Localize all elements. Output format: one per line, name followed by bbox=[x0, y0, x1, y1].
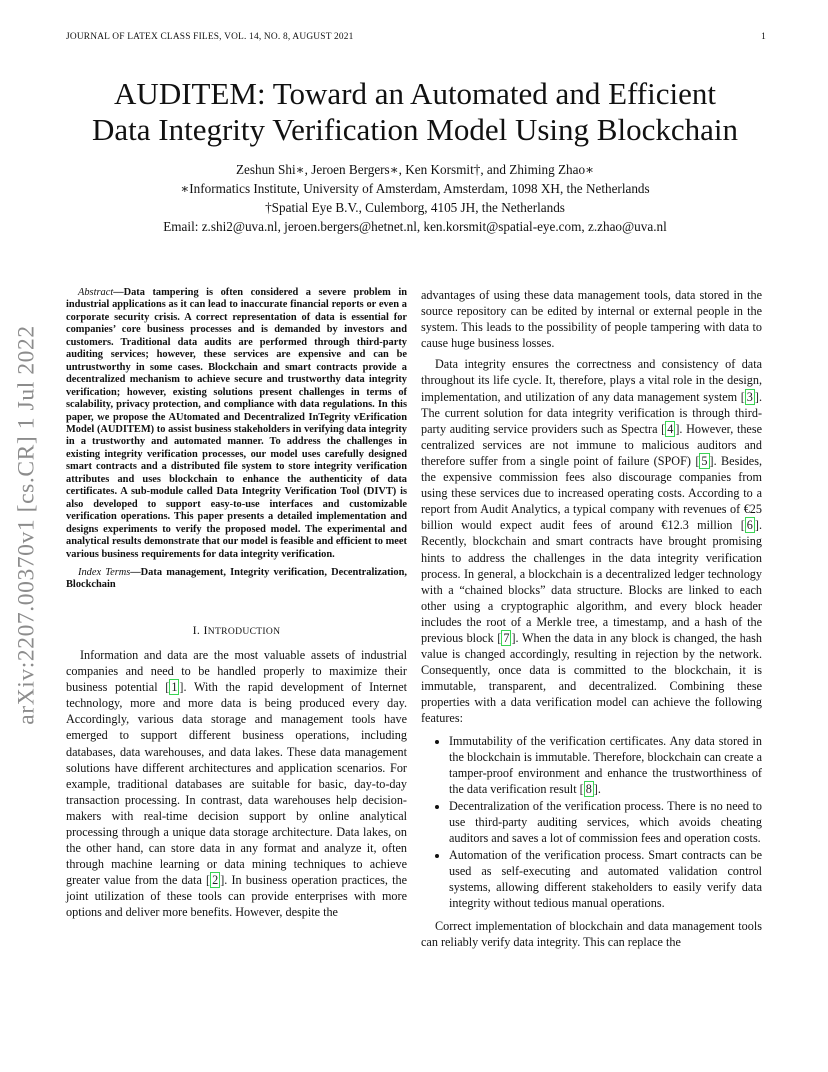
index-terms-text: —Data management, Integrity verification, Decentralization, Blockchain bbox=[66, 566, 407, 591]
author-block bbox=[40, 160, 790, 236]
author-names: Zeshun Shi∗, Jeroen Bergers∗, Ken Korsmit†, and Zhiming Zhao∗ bbox=[235, 162, 595, 177]
intro-paragraph-2: Data integrity ensures the correctness and consistency of data throughout its life cycle. It, therefore, plays a vital role in the design, implementation, and utilization of any data management system [ 3 ] . The current solution for data integrity verification is through third-party auditing service providers such as Spectra [ 4 ] . However, these centralized services are not immune to malicious auditors and therefore suffer from a single point of failure (SPOF) [ 5 ] . Besides, the expensive commission fees also discourage companies from using these services due to increased operating costs. According to a report from Audit Analytics, a typical company with revenues of €25 billion would expect audit fees of around €12.3 million [ 6 ] . Recently, blockchain and smart contracts have brought promising hints to address the challenges in the data integrity verification process. In general, a blockchain is a decentralized ledger technology with a “chained blocks” data structure. Blocks are linked to each other using a cryptographic algorithm, and every block header includes the root of a Merkle tree, a timestamp, and a hash of the previous block [ 7 ] . When the data in any block is changed, the hash value is changed accordingly, resulting in rejection by the network. Consequently, once data is committed to the blockchain, it is immutable, transparent, and decentralized. Combining these properties with a data verification model can achieve the following features: bbox=[421, 356, 762, 726]
index-terms-label: Index Terms bbox=[78, 566, 131, 578]
abstract-label: Abstract bbox=[78, 287, 114, 298]
feature-item-automation: • Automation of the verification process. Smart contracts can be used as self-executing and automated validation control systems, allowing different stakeholders to easily verify data integrity without tedious manual operations. bbox=[449, 847, 762, 911]
citation-link[interactable]: [ 2 ] bbox=[206, 872, 224, 888]
arxiv-stamp-text: arXiv:2207.00370v1 [cs.CR] 1 Jul 2022 bbox=[13, 325, 40, 725]
citation-link[interactable]: [ 6 ] bbox=[741, 517, 759, 533]
citation-link[interactable]: [ 3 ] bbox=[741, 389, 759, 405]
citation-link[interactable]: [ 5 ] bbox=[695, 453, 713, 469]
intro-paragraph-continued: advantages of using these data management tools, data stored in the source repository can be edited by internal or external people in the system. This leads to the possibility of people tampering with data to cause huge business losses. bbox=[421, 288, 762, 351]
index-terms bbox=[66, 567, 407, 592]
intro-paragraph-1: Information and data are the most valuable assets of industrial companies and need to be handled properly to maximize their business potential [ 1 ] . With the rapid development of Internet technology, more and more data is being produced every day. Accordingly, various data storage and management tools have emerged to support different business operations, including databases, data warehouses, and data lakes. These data management solutions have different architectures and application scenarios. For example, traditional databases are suitable for basic, day-to-day transaction processing. In contrast, data warehouses help decision-makers with real-time decision support by online analytical processing through a unique data storage architecture. Data lakes, on the other hand, can store data in any format and analyze it, often through machine learning or data mining techniques to achieve greater value from the data [ 2 ] . In business operation practices, the joint utilization of these tools can provide enterprises with more options and deliver more benefits. However, despite the bbox=[66, 647, 407, 921]
author-emails: Email: z.shi2@uva.nl, jeroen.bergers@hetnet.nl, ken.korsmit@spatial-eye.com, z.zhao@uva.nl bbox=[163, 219, 667, 234]
affiliation-2: †Spatial Eye B.V., Culemborg, 4105 JH, the Netherlands bbox=[265, 200, 565, 215]
abstract-text: —Data tampering is often considered a severe problem in industrial applications as it can lead to inaccurate financial reports or even a corporate security crisis. A correct representation of data is essential for companies’ core business processes and is demanded by investors and customers. Traditional data audits are performed through third-party auditing services; however, these services are expensive and can be untrustworthy in some cases. Blockchain and smart contracts provide a decentralized mechanism to achieve secure and trustworthy data integrity verification; however, existing solutions present challenges in terms of scalability, privacy protection, and compliance with data regulations. In this paper, we propose the AUtomated and Decentralized InTegrity vErification Model (AUDITEM) to assist business stakeholders in verifying data integrity in a trustworthy and automated manner. To address the challenges in existing integrity verification processes, our model uses carefully designed smart contracts and a distributed file system to store integrity verification attributes and uses blockchain to enhance the authenticity of data certificates. A sub-module called Data Integrity Verification Tool (DIVT) is also developed to support easy-to-use interfaces and customizable verification operations. This paper presents a detailed implementation and designs experiments to verify the proposed model. The experimental and analytical results demonstrate that our model is feasible and efficient to meet various business requirements for data integrity verification. bbox=[66, 287, 407, 560]
section-heading-introduction: I. INTRODUCTION bbox=[192, 622, 281, 637]
paper-title bbox=[40, 76, 790, 148]
citation-link[interactable]: [ 1 ] bbox=[165, 679, 183, 695]
intro-paragraph-3: Correct implementation of blockchain and data management tools can reliably verify data integrity. This can replace the bbox=[421, 918, 762, 949]
running-header bbox=[66, 32, 766, 46]
feature-item-immutability: • Immutability of the verification certificates. Any data stored in the blockchain is immutable. Therefore, blockchain can create a tamper-proof environment and enhance the trustworthiness of the data verification result [ 8 ] . bbox=[449, 733, 762, 797]
citation-link[interactable]: [ 4 ] bbox=[661, 421, 679, 437]
title-line-1: AUDITEM: Toward an Automated and Efficient bbox=[114, 76, 716, 111]
citation-link[interactable]: [ 7 ] bbox=[497, 630, 515, 646]
title-line-2: Data Integrity Verification Model Using Blockchain bbox=[92, 112, 738, 147]
feature-item-decentralization: • Decentralization of the verification process. There is no need to use third-party auditing services, which avoids cheating auditors and saves a lot of commission fees and operation costs. bbox=[449, 798, 762, 846]
feature-list bbox=[421, 733, 762, 912]
affiliation-1: ∗Informatics Institute, University of Amsterdam, Amsterdam, 1098 XH, the Netherlands bbox=[180, 181, 650, 196]
abstract bbox=[66, 287, 407, 561]
citation-link[interactable]: [ 8 ] bbox=[580, 781, 598, 797]
journal-name: JOURNAL OF LATEX CLASS FILES, VOL. 14, NO. 8, AUGUST 2021 bbox=[66, 32, 354, 42]
page-number: 1 bbox=[761, 32, 766, 42]
arxiv-stamp bbox=[7, 290, 47, 760]
right-column bbox=[421, 287, 762, 950]
left-column bbox=[66, 287, 407, 921]
